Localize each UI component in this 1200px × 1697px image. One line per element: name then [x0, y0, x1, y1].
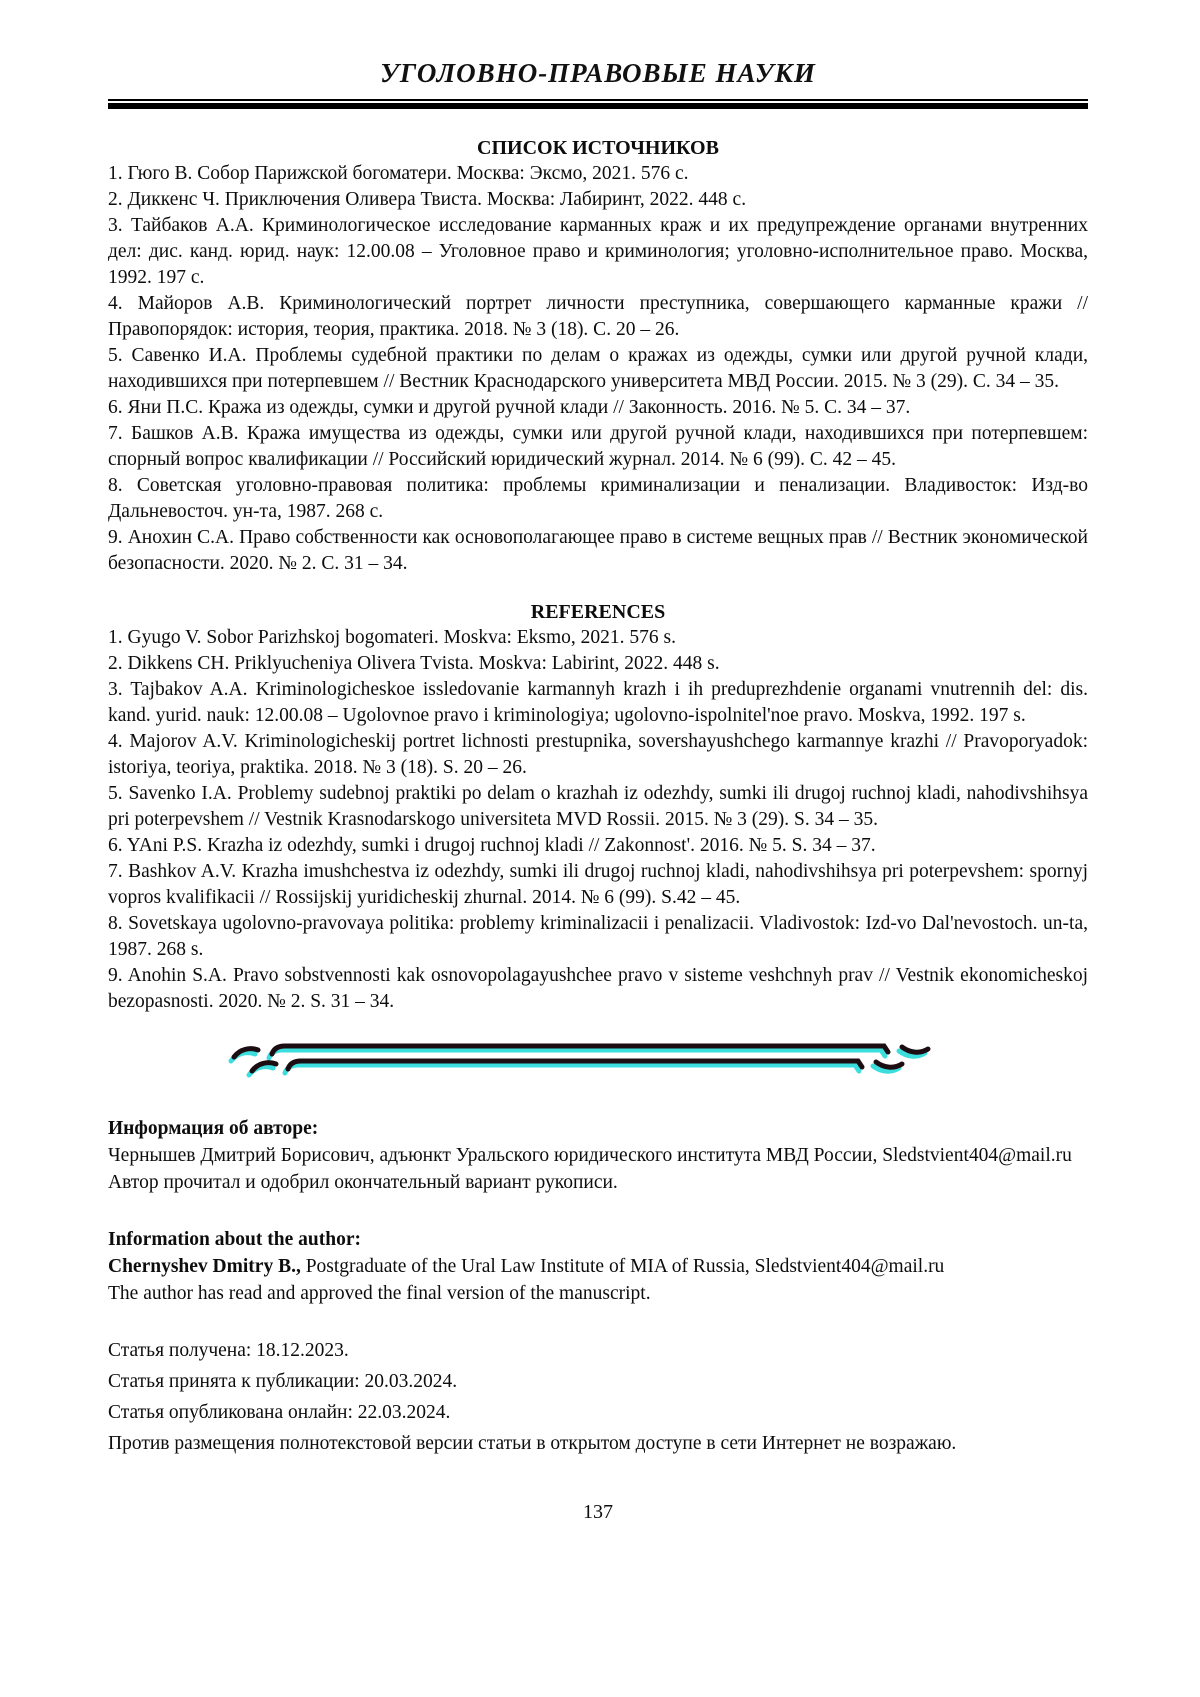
sources-section: [108, 135, 1088, 577]
source-item: 8. Советская уголовно-правовая политика: проблемы криминализации и пенализации. Владивосток: Изд-во Дальневосточ. ун-та, 1987. 268 с.: [108, 475, 1088, 522]
source-item: 9. Анохин С.А. Право собственности как основополагающее право в системе вещных прав // Вестник экономической безопасности. 2020. № 2. С. 31 – 34.: [108, 527, 1088, 574]
source-item: 6. Яни П.С. Кража из одежды, сумки и другой ручной клади // Законность. 2016. № 5. С. 34 – 37.: [108, 397, 911, 418]
source-item: 2. Диккенс Ч. Приключения Оливера Твиста. Москва: Лабиринт, 2022. 448 с.: [108, 189, 747, 210]
reference-item: 6. YAni P.S. Krazha iz odezhdy, sumki i drugoj ruchnoj kladi // Zakonnost'. 2016. № 5. S. 34 – 37.: [108, 835, 876, 856]
author-info-en-note: The author has read and approved the final version of the manuscript.: [108, 1283, 651, 1304]
author-info-en: [108, 1226, 1088, 1307]
reference-item: 2. Dikkens CH. Priklyucheniya Olivera Tvista. Moskva: Labirint, 2022. 448 s.: [108, 653, 720, 674]
source-item: 7. Башков А.В. Кража имущества из одежды, сумки или другой ручной клади, находившихся при потерпевшем: спорный вопрос квалификации // Российский юридический журнал. 2014. № 6 (99). С. 42 – 45.: [108, 423, 1088, 470]
sources-heading: СПИСОК ИСТОЧНИКОВ: [477, 137, 719, 159]
date-accepted: Статья принята к публикации: 20.03.2024.: [108, 1371, 458, 1392]
author-info-ru-heading: Информация об авторе:: [108, 1118, 319, 1139]
author-name: Chernyshev Dmitry B.,: [108, 1256, 301, 1277]
page-footer: [108, 1501, 1088, 1524]
ornamental-divider: [108, 1041, 1088, 1081]
author-info-en-body: [108, 1253, 1088, 1280]
source-item: 1. Гюго В. Собор Парижской богоматери. Москва: Эксмо, 2021. 576 с.: [108, 163, 689, 184]
reference-item: 5. Savenko I.A. Problemy sudebnoj praktiki po delam o krazhah iz odezhdy, sumki ili drugoj ruchnoj kladi, nahodivshihsya pri poterpevshem // Vestnik Krasnodarskogo universiteta MVD Rossii. 2015. № 3 (29). S. 34 – 35.: [108, 783, 1088, 830]
reference-item: 1. Gyugo V. Sobor Parizhskoj bogomateri. Moskva: Eksmo, 2021. 576 s.: [108, 627, 677, 648]
references-section: [108, 599, 1088, 1015]
open-access-statement: Против размещения полнотекстовой версии статьи в открытом доступе в сети Интернет не возражаю.: [108, 1433, 957, 1454]
source-item: 3. Тайбаков А.А. Криминологическое исследование карманных краж и их предупреждение органами внутренних дел: дис. канд. юрид. наук: 12.00.08 – Уголовное право и криминология; уголовно-исполнительное право. Москва, 1992. 197 с.: [108, 215, 1088, 288]
running-head: УГОЛОВНО-ПРАВОВЫЕ НАУКИ: [380, 58, 816, 88]
reference-item: 7. Bashkov A.V. Krazha imushchestva iz odezhdy, sumki ili drugoj ruchnoj kladi, nahodivshihsya pri poterpevshem: spornyj vopros kvalifikacii // Rossijskij yuridicheskij zhurnal. 2014. № 6 (99). S.42 – 45.: [108, 861, 1088, 908]
author-info-en-heading: Information about the author:: [108, 1229, 361, 1250]
page-body: [108, 135, 1088, 1459]
page-header: [108, 58, 1088, 109]
author-info-ru: [108, 1115, 1088, 1196]
sources-list: [108, 161, 1088, 577]
reference-item: 3. Tajbakov A.A. Kriminologicheskoe issledovanie karmannyh krazh i ih preduprezhdenie organami vnutrennih del: dis. kand. yurid. nauk: 12.00.08 – Ugolovnoe pravo i kriminologiya; ugolovno-ispolnitel'noe pravo. Moskva, 1992. 197 s.: [108, 679, 1088, 726]
reference-item: 4. Majorov A.V. Kriminologicheskij portret lichnosti prestupnika, sovershayushchego karmannye krazhi // Pravoporyadok: istoriya, teoriya, praktika. 2018. № 3 (18). S. 20 – 26.: [108, 731, 1088, 778]
date-received: Статья получена: 18.12.2023.: [108, 1340, 349, 1361]
author-info-ru-body: Чернышев Дмитрий Борисович, адъюнкт Уральского юридического института МВД России, Sledstvient404@mail.ru: [108, 1145, 1072, 1166]
reference-item: 8. Sovetskaya ugolovno-pravovaya politika: problemy kriminalizacii i penalizacii. Vladivostok: Izd-vo Dal'nevostoch. un-ta, 1987. 268 s.: [108, 913, 1088, 960]
date-published-online: Статья опубликована онлайн: 22.03.2024.: [108, 1402, 451, 1423]
ornamental-divider-graphic: [218, 1041, 978, 1079]
author-affiliation: Postgraduate of the Ural Law Institute of MIA of Russia, Sledstvient404@mail.ru: [300, 1256, 945, 1277]
author-info-ru-note: Автор прочитал и одобрил окончательный вариант рукописи.: [108, 1172, 618, 1193]
page-number: 137: [583, 1501, 613, 1523]
source-item: 5. Савенко И.А. Проблемы судебной практики по делам о кражах из одежды, сумки или другой ручной клади, находившихся при потерпевшем // Вестник Краснодарского университета МВД России. 2015. № 3 (29). С. 34 – 35.: [108, 345, 1088, 392]
references-list: [108, 625, 1088, 1015]
source-item: 4. Майоров А.В. Криминологический портрет личности преступника, совершающего карманные кражи // Правопорядок: история, теория, практика. 2018. № 3 (18). С. 20 – 26.: [108, 293, 1088, 340]
references-heading: REFERENCES: [530, 601, 666, 623]
reference-item: 9. Anohin S.A. Pravo sobstvennosti kak osnovopolagayushchee pravo v sisteme veshchnyh prav // Vestnik ekonomicheskoj bezopasnosti. 2020. № 2. S. 31 – 34.: [108, 965, 1088, 1012]
article-dates: [108, 1335, 1088, 1459]
header-double-rule: [108, 99, 1088, 109]
